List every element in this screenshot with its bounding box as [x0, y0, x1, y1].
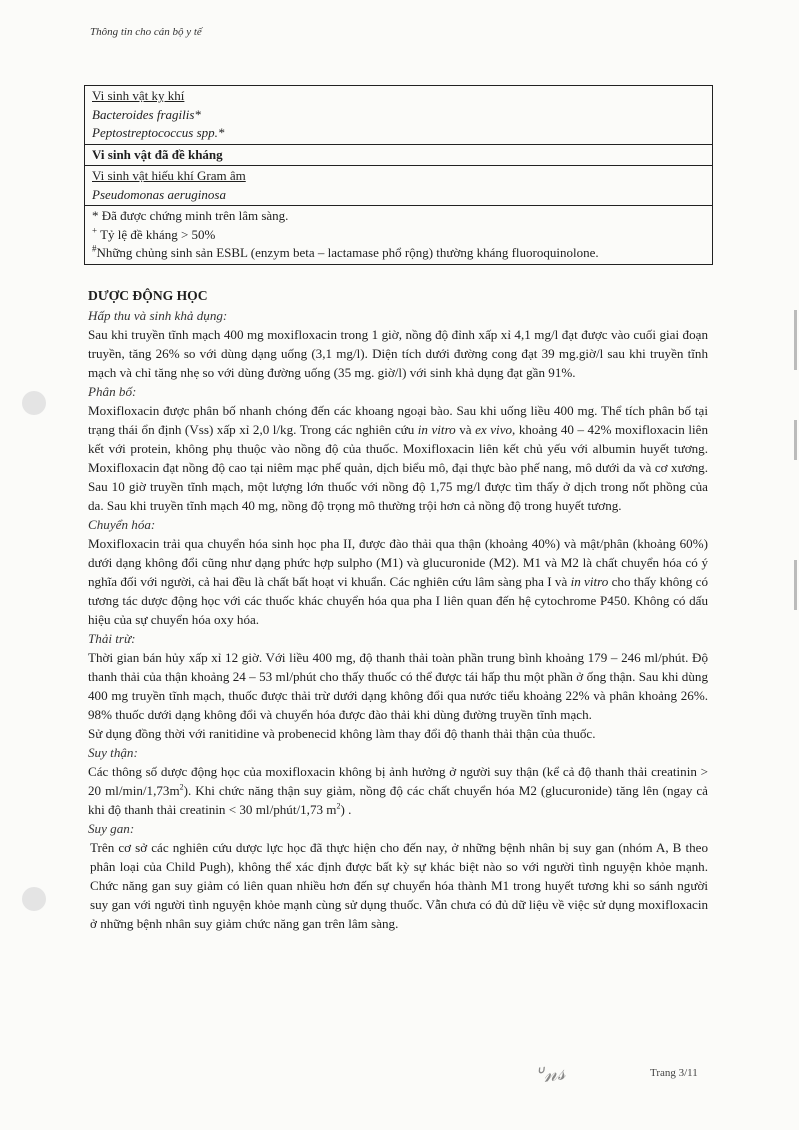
absorption-text: Sau khi truyền tĩnh mạch 400 mg moxifloxacin trong 1 giờ, nồng độ đỉnh xấp xỉ 4,1 mg/l đạt được vào cuối giai đoạn truyền, tăng 26% so với dùng dạng uống (3,1 mg/l). Diện tích dưới đường cong đạt 39 mg.giờ/l sau khi truyền tĩnh mạch và chỉ tăng nhẹ so với dùng đường uống (35 mg. giờ/l) với sinh khả dụng đạt gần 91%. [88, 327, 708, 380]
organism-item: Bacteroides fragilis* [92, 106, 201, 122]
page-number: Trang 3/11 [650, 1067, 698, 1079]
organism-item: Peptostreptococcus spp.* [92, 125, 225, 140]
scan-edge-mark [794, 560, 797, 610]
footnote-mark: # [92, 243, 97, 254]
renal-text [88, 762, 708, 819]
hepatic-heading: Suy gan: [88, 821, 135, 836]
anaerobes-section [85, 86, 712, 145]
text-run: , khoảng 40 – 42% moxifloxacin liên kết với protein, không phụ thuộc vào nồng độ của thuốc. Moxifloxacin liên kết chủ yếu với albumin huyết tương. Moxifloxacin đạt nồng độ cao tại niêm mạc phế quản, dịch biểu mô, đại thực bào phế nang, mô dưới da và cơ xương. Sau 10 giờ truyền tĩnh mạch, một lượng lớn thuốc với nồng độ 1,75 mg/l được tìm thấy ở dịch trong nốt phồng của da. Sau khi truyền tĩnh mạch 40 mg, nồng độ trọng mô thường trội hơn cả nồng độ trong huyết tương. [88, 422, 708, 513]
punch-hole [22, 887, 46, 911]
text-run: in vitro [417, 422, 456, 437]
anaerobes-title: Vi sinh vật kỵ khí [92, 88, 185, 103]
footnote-text: Những chủng sinh sản ESBL (enzym beta – lactamase phổ rộng) thường kháng fluoroquinolone. [96, 245, 599, 260]
text-run: cho thấy không có tương tác dược động học với các thuốc khác chuyển hóa qua pha I liên quan đến hệ cytochrome P450. Không có dấu hiệu của sự chuyển hóa oxy hóa. [88, 574, 709, 627]
footnote-mark: + [92, 225, 98, 236]
renal-heading: Suy thận: [88, 745, 138, 760]
text-run: và [455, 422, 476, 437]
text-run: ). Khi chức năng thận suy giảm, nồng độ các chất chuyển hóa M2 (glucuronide) tăng lên (ngay cả khi độ thanh thải creatinin < 30 ml/phút/1,73 m [88, 783, 708, 817]
aerobic-gram-neg-title: Vi sinh vật hiếu khí Gram âm [92, 168, 246, 183]
superscript: 2 [179, 782, 184, 792]
resistant-section [85, 145, 712, 167]
text-run: in vitro [570, 574, 609, 589]
elimination-text: Thời gian bán hủy xấp xỉ 12 giờ. Với liều 400 mg, độ thanh thải toàn phần trung bình khoảng 179 – 246 ml/phút. Độ thanh thải của thận khoảng 24 – 53 ml/phút cho thấy thuốc có thể được tái hấp thu một phần ở ống thận. Sau khi dùng 400 mg truyền tĩnh mạch, thuốc được thải trừ dưới dạng không đổi qua nước tiểu khoảng 22% và phân khoảng 26%. 98% thuốc dưới dạng không đổi và chuyển hóa được đào thải khi dùng đường truyền tĩnh mạch. [88, 650, 708, 722]
section-title: DƯỢC ĐỘNG HỌC [88, 288, 208, 303]
handwritten-signature: ᐡ𝓃𝓈 [533, 1060, 567, 1089]
aerobic-gram-neg-section [85, 166, 712, 206]
text-run: Moxifloxacin được phân bố nhanh chóng đến các khoang ngoại bào. Sau khi uống liều 400 mg. Thể tích phân bố tại trạng thái ổn định (Vss) xấp xỉ 2,0 l/kg. Trong các nghiên cứu [88, 403, 708, 437]
footnote-text: Tỷ lệ đề kháng > 50% [97, 226, 216, 242]
text-run: ) . [340, 802, 352, 817]
hepatic-text: Trên cơ sở các nghiên cứu dược lực học đã thực hiện cho đến nay, ở những bệnh nhân bị suy gan (nhóm A, B theo phân loại của Child Pugh), không thể xác định được bất kỳ sự khác biệt nào so với người tình nguyện khỏe mạnh. Chức năng gan suy giảm có liên quan nhiều hơn đến sự chuyển hóa thành M1 trong huyết tương khi so sánh người suy gan với người tình nguyện khỏe mạnh cùng sử dụng thuốc. Vẫn chưa có đủ dữ liệu về việc sử dụng moxifloxacin ở những bệnh nhân suy giảm chức năng gan trên lâm sàng. [90, 840, 708, 931]
metabolism-heading: Chuyển hóa: [88, 517, 156, 532]
scan-edge-mark [794, 420, 797, 460]
text-run: Moxifloxacin trải qua chuyển hóa sinh học pha II, được đào thải qua thận (khoảng 40%) và mật/phân (khoảng 60%) dưới dạng không đổi cũng như dạng phức hợp sulpho (M1) và glucuronide (M2). M1 và M2 là chất chuyển hóa có ý nghĩa đối với người, cả hai đều là chất bất hoạt vi khuẩn. Các nghiên cứu lâm sàng pha I và [88, 536, 708, 589]
pharmacokinetics-section [88, 286, 708, 933]
organism-item: Pseudomonas aeruginosa [92, 186, 226, 202]
superscript: 2 [336, 801, 341, 811]
resistant-title: Vi sinh vật đã đề kháng [92, 146, 223, 162]
elimination-heading: Thải trừ: [88, 631, 136, 646]
text-run: Các thông số dược động học của moxifloxacin không bị ảnh hưởng ở người suy thận (kể cả độ thanh thải creatinin > 20 ml/min/1,73m [88, 764, 708, 798]
footnote-resistance [92, 226, 705, 245]
absorption-heading: Hấp thu và sinh khả dụng: [88, 308, 228, 323]
metabolism-text [88, 534, 708, 629]
punch-hole [22, 391, 46, 415]
footnote-esbl [92, 244, 705, 263]
text-run: ex vivo [475, 422, 513, 437]
footnote-clinical: * Đã được chứng minh trên lâm sàng. [92, 208, 289, 223]
scan-edge-mark [794, 310, 797, 370]
distribution-text [88, 401, 708, 515]
page-header: Thông tin cho cán bộ y tế [90, 26, 202, 38]
spectrum-table [84, 85, 713, 265]
footnotes-section [85, 206, 712, 264]
elimination-text-2: Sử dụng đồng thời với ranitidine và probenecid không làm thay đổi độ thanh thải thận của thuốc. [88, 726, 596, 741]
distribution-heading: Phân bố: [88, 384, 137, 399]
